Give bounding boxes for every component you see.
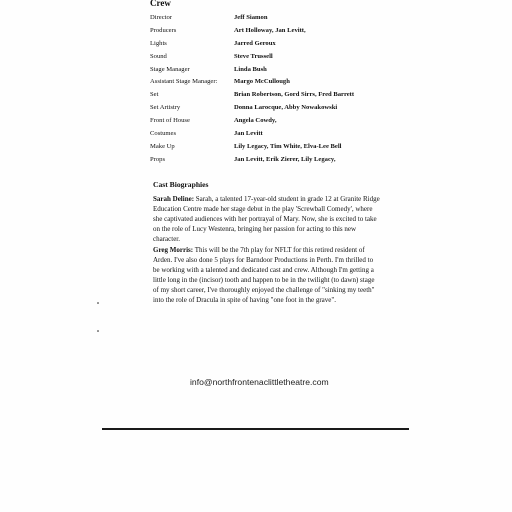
crew-role: Director [150, 14, 172, 21]
crew-row [150, 64, 390, 77]
crew-names: Brian Robertson, Gord Sirrs, Fred Barrett [234, 91, 355, 99]
crew-role: Assistant Stage Manager: [150, 78, 218, 86]
crew-row [150, 102, 390, 115]
crew-row [150, 12, 390, 25]
crew-row [150, 115, 390, 128]
cast-bio [153, 245, 381, 305]
crew-role: Sound [150, 52, 167, 60]
crew-names: Steve Trussell [234, 52, 273, 60]
cast-bio-text: Sarah, a talented 17-year-old student in grade 12 at Granite Ridge Education Centre made her stage debut in the play 'Screwball Comedy', where she captivated audiences with her portrayal of Mary. Now, she is excited to take on the role of Lucy Westenra, bringing her passion for acting to this new character. [153, 195, 380, 243]
horizontal-rule [102, 428, 409, 430]
crew-row [150, 154, 390, 167]
crew-role: Lights [150, 39, 167, 47]
scan-speck [97, 302, 99, 304]
cast-bio-text: This will be the 7th play for NFLT for this retired resident of Arden. I've also done 5 plays for Barndoor Productions in Perth. I'm thrilled to be working with a talented and dedicated cast and crew. Although I'm getting a little long in the (incisor) tooth and happen to be in the twilight (to dawn) stage of my short career, I've thoroughly enjoyed the challenge of "sinking my teeth" into the role of Dracula in spite of having "one foot in the grave". [153, 246, 375, 304]
crew-role: Set Artistry [150, 104, 181, 112]
crew-names: Angela Cowdy, [234, 117, 277, 125]
contact-email: info@northfrontenaclittletheatre.com [190, 377, 329, 387]
crew-row [150, 25, 390, 38]
crew-list [150, 12, 390, 167]
crew-role: Set [150, 91, 159, 99]
crew-role: Producers [150, 26, 177, 34]
crew-row [150, 38, 390, 51]
cast-biographies-heading: Cast Biographies [153, 180, 209, 189]
crew-role: Front of House [150, 117, 190, 125]
crew-names: Lily Legacy, Tim White, Elva-Lee Bell [234, 142, 342, 150]
crew-row [150, 141, 390, 154]
crew-names: Jeff Siamon [234, 14, 268, 21]
cast-member-name: Sarah Deline: [153, 195, 195, 203]
crew-role: Stage Manager [150, 65, 190, 73]
crew-names: Art Holloway, Jan Levitt, [234, 26, 306, 34]
crew-row [150, 76, 390, 89]
crew-role: Props [150, 155, 166, 163]
crew-row [150, 128, 390, 141]
crew-heading: Crew [150, 0, 171, 8]
crew-names: Jan Levitt [234, 130, 263, 138]
crew-role: Costumes [150, 130, 177, 138]
crew-names: Linda Bush [234, 65, 267, 73]
cast-member-name: Greg Morris: [153, 246, 194, 254]
crew-names: Donna Larocque, Abby Nowakowski [234, 104, 338, 112]
cast-bio [153, 194, 381, 244]
crew-row [150, 51, 390, 64]
crew-names: Jarred Geroux [234, 39, 276, 47]
crew-role: Make Up [150, 142, 175, 150]
scan-speck [97, 330, 99, 332]
crew-names: Jan Levitt, Erik Zierer, Lily Legacy, [234, 155, 336, 163]
crew-names: Margo McCullough [234, 78, 290, 86]
crew-row [150, 89, 390, 102]
